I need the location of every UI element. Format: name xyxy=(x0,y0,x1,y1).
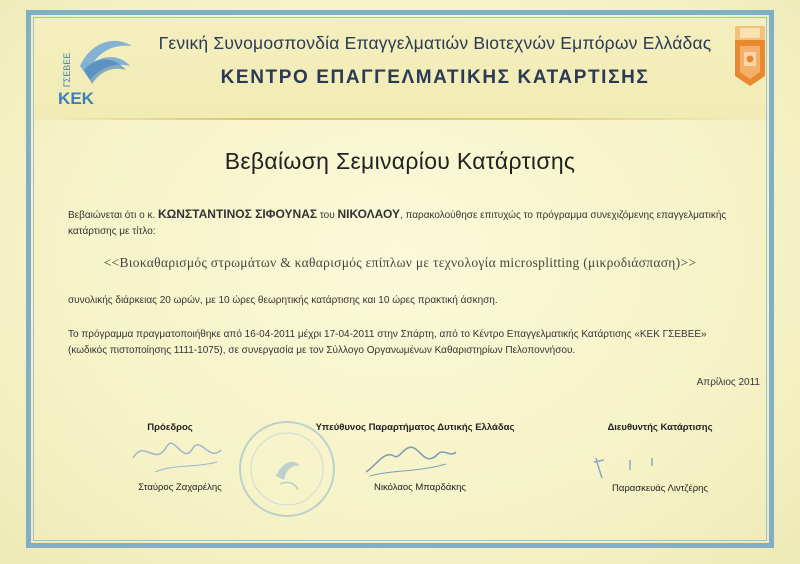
signature-name-branch-manager: Νικόλαος Μπαρδάκης xyxy=(374,482,466,493)
signature-role-director: Διευθυντής Κατάρτισης xyxy=(607,422,713,433)
logo-text: ΚΕΚ xyxy=(58,89,94,108)
signature-branch-manager xyxy=(360,436,460,480)
intro-suffix: , παρακολούθησε επιτυχώς το πρόγραμμα συνεχιζόμενης επαγγελματικής κατάρτισης με τίτλο: xyxy=(68,210,727,237)
center-name: ΚΕΝΤΡΟ ΕΠΑΓΓΕΛΜΑΤΙΚΗΣ ΚΑΤΑΡΤΙΣΗΣ xyxy=(220,67,650,88)
seminar-title: <<Βιοκαθαρισμός στρωμάτων & καθαρισμός επίπλων με τεχνολογία microsplitting (μικροδιάσπαση)>> xyxy=(103,255,697,270)
duration-text: συνολικής διάρκειας 20 ωρών, με 10 ώρες θεωρητικής κατάρτισης και 10 ώρες πρακτική άσκηση. xyxy=(68,295,498,306)
signature-director xyxy=(590,452,670,482)
program-line-1: Το πρόγραμμα πραγματοποιήθηκε από 16-04-2011 μέχρι 17-04-2011 στην Σπάρτη, από το Κέντρο Επαγγελματικής Κατάρτισης «ΚΕΚ ΓΣΕΒΕΕ» xyxy=(68,329,707,340)
logo-subtext: ΓΣΕΒΕΕ xyxy=(62,52,72,88)
father-name: ΝΙΚΟΛΑΟΥ xyxy=(337,207,400,221)
issue-date: Απρίλιος 2011 xyxy=(696,377,760,388)
signature-role-branch-manager: Υπεύθυνος Παραρτήματος Δυτικής Ελλάδας xyxy=(315,422,515,433)
signature-name-director: Παρασκευάς Λιντζέρης xyxy=(612,483,708,494)
intro-of: του xyxy=(319,210,335,221)
signature-role-president: Πρόεδρος xyxy=(147,422,193,433)
document-title: Βεβαίωση Σεμιναρίου Κατάρτισης xyxy=(224,148,576,174)
trainee-name: ΚΩΝΣΤΑΝΤΙΝΟΣ ΣΙΦΟΥΝΑΣ xyxy=(158,207,318,221)
signature-name-president: Σταύρος Ζαχαρέλης xyxy=(138,482,222,493)
intro-prefix: Βεβαιώνεται ότι ο κ. xyxy=(68,210,156,221)
signature-president xyxy=(125,428,235,478)
official-stamp xyxy=(236,418,338,520)
organization-name: Γενική Συνομοσπονδία Επαγγελματιών Βιοτεχνών Εμπόρων Ελλάδας xyxy=(158,33,712,53)
intro-paragraph xyxy=(68,206,768,240)
kek-gsevee-logo xyxy=(50,26,140,110)
quality-badge-icon xyxy=(732,24,768,90)
program-paragraph xyxy=(68,327,768,359)
program-line-2: (κωδικός πιστοποίησης 1111-1075), σε συνεργασία με τον Σύλλογο Οργανωμένων Καθαριστηρίων Πελοποννήσου. xyxy=(68,345,576,356)
